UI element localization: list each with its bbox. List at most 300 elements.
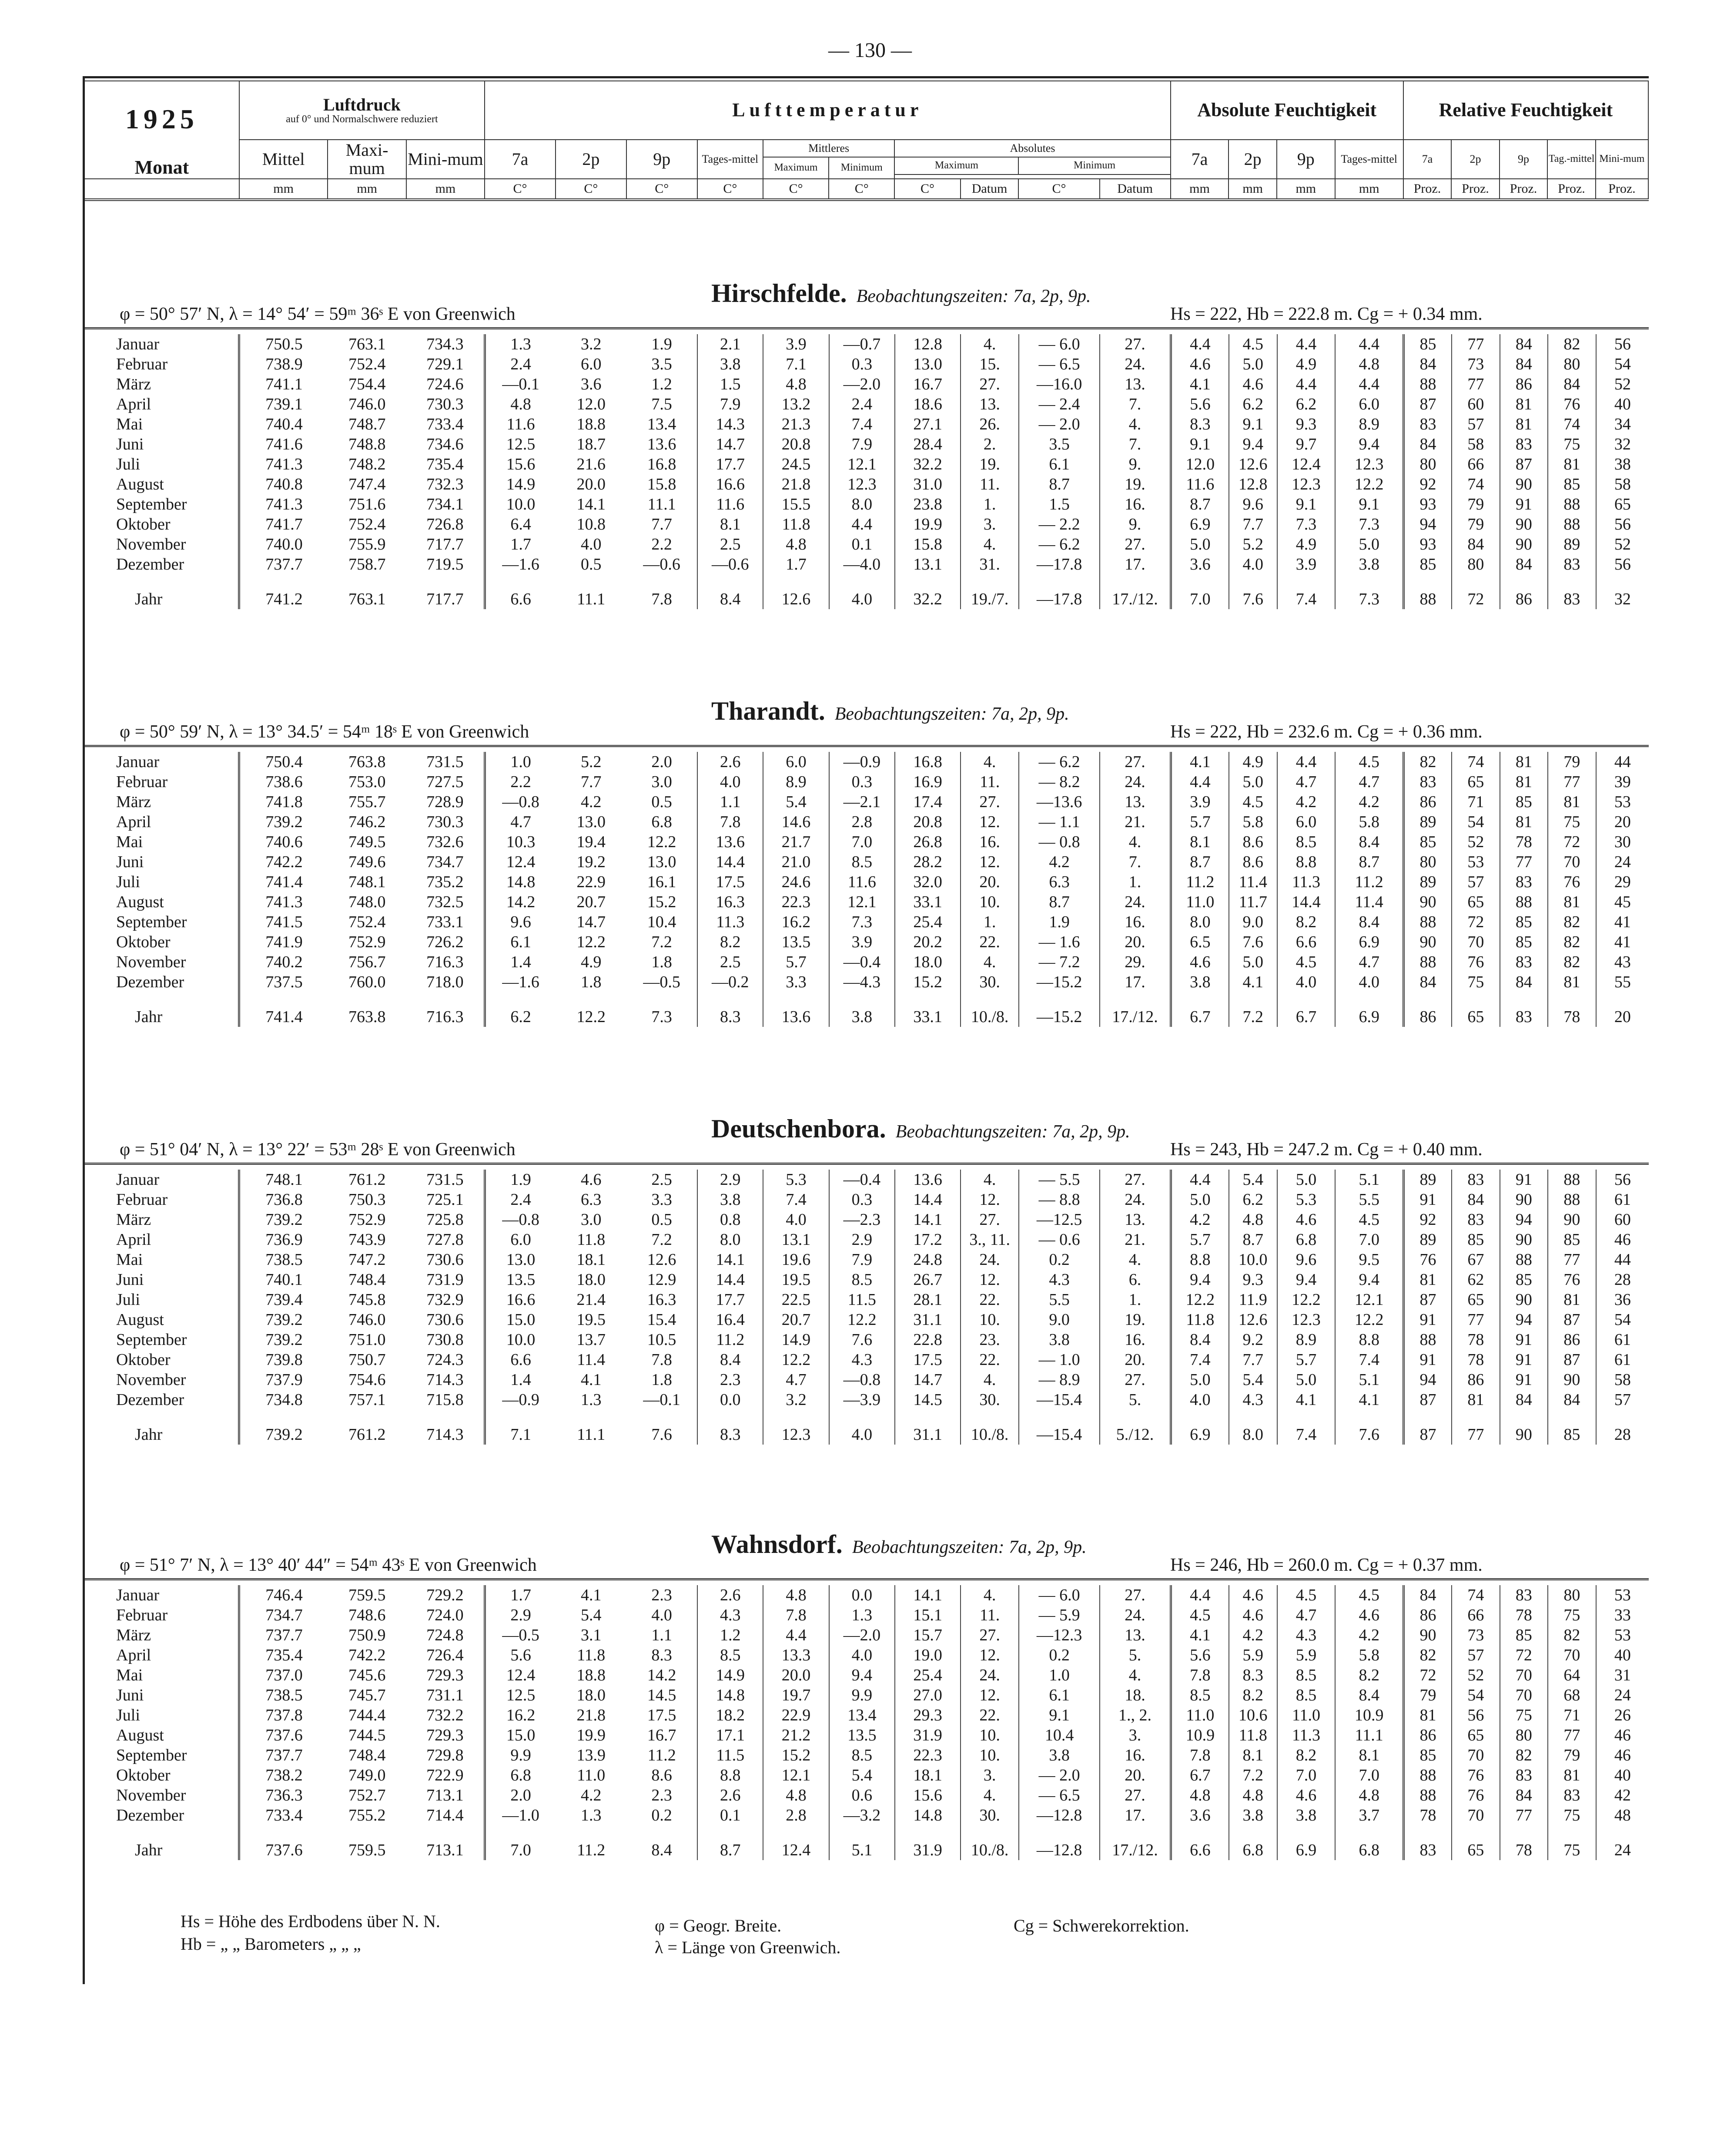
- data-cell: —0.1: [643, 1391, 680, 1409]
- data-cell: 10.3: [485, 832, 556, 852]
- data-cell: 90: [1548, 1370, 1596, 1390]
- table-row: [85, 1685, 1649, 1705]
- data-cell: 81: [1500, 752, 1548, 772]
- data-cell: 734.6: [426, 435, 464, 453]
- data-cell: 84: [1452, 1190, 1500, 1210]
- station-heights: Hs = 222, Hb = 222.8 m. Cg = + 0.34 mm.: [1170, 304, 1483, 324]
- data-cell: 0.1: [697, 1805, 763, 1825]
- data-cell: 9.1: [1335, 494, 1403, 514]
- data-cell: 24: [1596, 852, 1649, 872]
- data-cell: 4.7: [1335, 772, 1403, 792]
- data-cell: 0.8: [697, 1210, 763, 1230]
- data-cell: —1.6: [485, 554, 556, 574]
- data-cell: 60: [1452, 394, 1500, 414]
- table-row: [85, 752, 1649, 772]
- data-cell: 4.8: [1335, 354, 1403, 374]
- data-cell: 30.: [961, 972, 1019, 992]
- data-cell: 75: [1452, 972, 1500, 992]
- data-cell: 3.8: [1019, 1745, 1100, 1765]
- luftdruck-subheading: auf 0° und Normalschwere reduziert: [286, 113, 438, 125]
- data-cell: 29: [1596, 872, 1649, 892]
- data-cell: 75: [1548, 434, 1596, 454]
- data-cell: 0.6: [829, 1785, 895, 1805]
- observation-times: Beobachtungszeiten: 7a, 2p, 9p.: [895, 1122, 1130, 1142]
- data-cell: 17./12.: [1100, 1007, 1171, 1027]
- data-cell: —0.7: [829, 334, 895, 354]
- data-cell: 745.8: [348, 1291, 386, 1309]
- unit: mm: [239, 179, 328, 200]
- table-row: [85, 932, 1649, 952]
- data-cell: 735.4: [426, 455, 464, 473]
- data-cell: 75: [1500, 1705, 1548, 1725]
- data-cell: 737.6: [239, 1725, 328, 1745]
- data-cell: 13.0: [895, 354, 961, 374]
- data-cell: 14.9: [763, 1330, 829, 1350]
- data-cell: 17.2: [895, 1230, 961, 1250]
- data-cell: 6.4: [485, 514, 556, 534]
- data-cell: — 1.1: [1019, 812, 1100, 832]
- data-cell: 27.: [961, 1625, 1019, 1645]
- data-cell: 81: [1404, 1270, 1452, 1290]
- data-cell: 6.5: [1171, 932, 1229, 952]
- data-cell: 2.3: [697, 1370, 763, 1390]
- data-cell: 6.9: [1171, 514, 1229, 534]
- month-label: Juni: [116, 435, 144, 453]
- data-cell: 0.2: [651, 1806, 672, 1824]
- data-cell: 25.4: [895, 1665, 961, 1685]
- data-cell: 17.5: [647, 1706, 676, 1724]
- data-cell: 27.: [1100, 534, 1171, 554]
- data-cell: 4.7: [485, 812, 556, 832]
- data-cell: —0.1: [485, 374, 556, 394]
- month-label: Juni: [116, 853, 144, 871]
- data-cell: 28: [1596, 1270, 1649, 1290]
- data-cell: 4.4: [1277, 334, 1336, 354]
- data-cell: 15.1: [895, 1605, 961, 1625]
- data-cell: 9.0: [1019, 1310, 1100, 1330]
- data-cell: 18.8: [576, 415, 606, 433]
- data-cell: 31.1: [895, 1310, 961, 1330]
- data-cell: 732.6: [426, 833, 464, 851]
- data-cell: 12.4: [1277, 454, 1336, 474]
- data-cell: 3.: [1100, 1725, 1171, 1745]
- data-cell: 39: [1596, 772, 1649, 792]
- station-name: [711, 1529, 1087, 1559]
- data-cell: 4.6: [580, 1170, 602, 1189]
- data-cell: 11.0: [1171, 892, 1229, 912]
- station-title: Deutschenbora.: [711, 1114, 886, 1143]
- data-cell: 760.0: [348, 973, 386, 991]
- data-cell: 46: [1596, 1230, 1649, 1250]
- data-cell: 80: [1404, 852, 1452, 872]
- data-cell: 81: [1548, 972, 1596, 992]
- data-cell: 56: [1452, 1705, 1500, 1725]
- data-cell: 4.2: [1277, 792, 1336, 812]
- data-cell: 14.4: [697, 1270, 763, 1290]
- data-cell: 24.: [961, 1665, 1019, 1685]
- station-name: [711, 696, 1069, 726]
- lufttemperatur-heading: Lufttemperatur: [485, 81, 1171, 140]
- data-cell: 72: [1548, 832, 1596, 852]
- data-cell: 65: [1452, 772, 1500, 792]
- data-cell: 0.3: [829, 354, 895, 374]
- data-cell: 1.7: [485, 534, 556, 554]
- data-cell: 748.1: [239, 1170, 328, 1190]
- data-cell: 6.1: [485, 932, 556, 952]
- data-cell: 1.3: [485, 334, 556, 354]
- month-label: Februar: [116, 773, 168, 791]
- data-cell: 8.3: [651, 1646, 672, 1664]
- data-cell: 8.4: [651, 1841, 672, 1859]
- section-rule: [85, 745, 1649, 747]
- data-cell: 13.3: [763, 1645, 829, 1665]
- data-cell: 2.: [961, 434, 1019, 454]
- data-cell: 8.5: [1277, 1665, 1336, 1685]
- data-cell: 746.2: [348, 813, 386, 831]
- data-cell: 70: [1452, 1745, 1500, 1765]
- data-cell: 19./7.: [961, 589, 1019, 609]
- data-cell: 57: [1452, 414, 1500, 434]
- data-cell: 5.1: [829, 1840, 895, 1860]
- data-cell: 85: [1548, 1230, 1596, 1250]
- data-cell: 11.4: [1229, 872, 1277, 892]
- data-cell: 5.3: [1277, 1190, 1336, 1210]
- data-cell: 7.2: [651, 933, 672, 951]
- data-cell: 83: [1452, 1170, 1500, 1190]
- data-cell: 77: [1548, 772, 1596, 792]
- data-cell: 89: [1404, 812, 1452, 832]
- legend-phi: φ = Geogr. Breite.: [655, 1916, 782, 1935]
- data-cell: 716.3: [426, 953, 464, 971]
- data-cell: 14.6: [763, 812, 829, 832]
- data-cell: 19.4: [576, 833, 606, 851]
- data-cell: 11.: [961, 1605, 1019, 1625]
- data-cell: 11.2: [697, 1330, 763, 1350]
- data-cell: 87: [1404, 1290, 1452, 1310]
- data-cell: 2.2: [485, 772, 556, 792]
- data-cell: 731.9: [426, 1271, 464, 1289]
- data-cell: 56: [1596, 334, 1649, 354]
- data-cell: 733.4: [426, 415, 464, 433]
- data-cell: —0.9: [829, 752, 895, 772]
- data-cell: 18.1: [576, 1251, 606, 1269]
- data-cell: 11.1: [577, 1425, 606, 1444]
- month-label: April: [116, 813, 151, 831]
- data-cell: 755.9: [348, 535, 386, 553]
- data-cell: 8.0: [697, 1230, 763, 1250]
- data-cell: 58: [1596, 1370, 1649, 1390]
- data-cell: 9.7: [1277, 434, 1336, 454]
- data-cell: 21.: [1100, 812, 1171, 832]
- data-cell: 88: [1404, 912, 1452, 932]
- data-cell: 20: [1596, 812, 1649, 832]
- data-cell: 739.1: [239, 394, 328, 414]
- data-cell: 2.6: [697, 752, 763, 772]
- data-cell: 12.6: [1229, 1310, 1277, 1330]
- col-mittleres-minimum: Minimum: [829, 157, 894, 179]
- data-cell: 7.7: [1229, 1350, 1277, 1370]
- data-cell: 88: [1548, 494, 1596, 514]
- month-label: August: [116, 893, 164, 911]
- data-cell: 29.: [1100, 952, 1171, 972]
- data-cell: 81: [1500, 772, 1548, 792]
- data-cell: 748.8: [348, 435, 386, 453]
- data-cell: 749.0: [348, 1766, 386, 1784]
- data-cell: 6.1: [1019, 454, 1100, 474]
- month-label: Februar: [116, 1190, 168, 1209]
- data-cell: 16.: [1100, 912, 1171, 932]
- data-cell: 14.5: [647, 1686, 676, 1704]
- data-cell: 1.8: [651, 1371, 672, 1389]
- data-cell: —1.0: [485, 1805, 556, 1825]
- data-cell: 2.4: [485, 1190, 556, 1210]
- data-cell: 4.3: [697, 1605, 763, 1625]
- data-cell: 748.6: [348, 1606, 386, 1624]
- month-label: Februar: [116, 1606, 168, 1624]
- data-cell: 36: [1596, 1290, 1649, 1310]
- data-cell: 22.5: [763, 1290, 829, 1310]
- data-cell: 70: [1452, 1805, 1500, 1825]
- data-cell: 6.9: [1335, 932, 1403, 952]
- data-cell: 13.4: [647, 415, 676, 433]
- data-cell: 6.8: [1335, 1840, 1403, 1860]
- data-cell: 2.5: [697, 952, 763, 972]
- table-row: [85, 912, 1649, 932]
- data-cell: 16.: [961, 832, 1019, 852]
- data-cell: 7.6: [1229, 589, 1277, 609]
- data-cell: 741.3: [239, 454, 328, 474]
- data-cell: — 5.9: [1019, 1605, 1100, 1625]
- data-cell: 41: [1596, 932, 1649, 952]
- data-cell: 9.4: [829, 1665, 895, 1685]
- data-cell: 748.2: [348, 455, 386, 473]
- data-cell: 20: [1596, 1007, 1649, 1027]
- station-name: [711, 278, 1091, 308]
- data-cell: 6.6: [485, 1350, 556, 1370]
- data-cell: 82: [1548, 932, 1596, 952]
- data-cell: 7.8: [763, 1605, 829, 1625]
- table-row: [85, 514, 1649, 534]
- data-cell: 13.4: [829, 1705, 895, 1725]
- data-cell: 725.8: [426, 1210, 464, 1229]
- data-cell: 33.1: [895, 892, 961, 912]
- data-cell: 6.0: [580, 355, 602, 373]
- data-cell: 12.3: [1277, 1310, 1336, 1330]
- data-cell: 27.0: [895, 1685, 961, 1705]
- data-cell: 28.1: [895, 1290, 961, 1310]
- data-cell: 25.4: [895, 912, 961, 932]
- data-cell: 8.7: [697, 1840, 763, 1860]
- data-cell: 732.9: [426, 1291, 464, 1309]
- data-cell: 20.8: [763, 434, 829, 454]
- data-cell: 5.5: [1019, 1290, 1100, 1310]
- data-cell: 4.4: [1171, 334, 1229, 354]
- data-cell: 77: [1500, 1805, 1548, 1825]
- table-row: [85, 1290, 1649, 1310]
- data-cell: 52: [1452, 1665, 1500, 1685]
- data-cell: 31.9: [895, 1840, 961, 1860]
- data-cell: —0.8: [485, 792, 556, 812]
- data-cell: 740.2: [239, 952, 328, 972]
- data-cell: 3.9: [763, 334, 829, 354]
- data-cell: —1.6: [485, 972, 556, 992]
- data-cell: 24.: [961, 1250, 1019, 1270]
- data-cell: 19.5: [576, 1311, 606, 1329]
- data-cell: 1.9: [485, 1170, 556, 1190]
- month-label: Jahr: [135, 1008, 163, 1026]
- data-cell: 17.5: [895, 1350, 961, 1370]
- col-tagesmittel: Tages-mittel: [697, 140, 763, 179]
- table-row: [85, 1705, 1649, 1725]
- data-cell: 12.5: [485, 1685, 556, 1705]
- data-cell: 727.8: [426, 1231, 464, 1249]
- table-row: [85, 1785, 1649, 1805]
- data-cell: 14.4: [1277, 892, 1336, 912]
- month-label: Juli: [116, 873, 140, 891]
- data-cell: 1.5: [1019, 494, 1100, 514]
- data-cell: 21.3: [763, 414, 829, 434]
- data-cell: 11.2: [647, 1746, 676, 1764]
- data-cell: 729.3: [426, 1666, 464, 1684]
- data-cell: 16.: [1100, 1330, 1171, 1350]
- data-cell: 763.1: [348, 590, 386, 608]
- data-cell: 8.2: [697, 932, 763, 952]
- data-cell: —2.0: [829, 374, 895, 394]
- data-cell: 23.8: [895, 494, 961, 514]
- data-cell: 30.: [961, 1805, 1019, 1825]
- data-cell: 4.5: [1335, 752, 1403, 772]
- month-label: August: [116, 1311, 164, 1329]
- data-cell: 10./8.: [961, 1840, 1019, 1860]
- data-cell: 12.2: [1335, 1310, 1403, 1330]
- data-cell: 7.4: [1171, 1350, 1229, 1370]
- data-cell: 730.3: [426, 395, 464, 413]
- data-cell: 6.9: [1335, 1007, 1403, 1027]
- data-cell: 9.6: [485, 912, 556, 932]
- data-cell: 4.1: [1277, 1390, 1336, 1410]
- data-cell: 13.5: [829, 1725, 895, 1745]
- data-cell: 3.: [961, 1765, 1019, 1785]
- data-cell: 12.2: [1171, 1290, 1229, 1310]
- data-cell: 5.7: [1277, 1350, 1336, 1370]
- data-cell: 5.0: [1171, 534, 1229, 554]
- month-label: November: [116, 1786, 186, 1804]
- data-cell: 727.5: [426, 773, 464, 791]
- data-cell: 734.1: [426, 495, 464, 513]
- data-cell: 5.7: [1171, 812, 1229, 832]
- unit: mm: [1335, 179, 1403, 200]
- data-cell: 10.: [961, 1725, 1019, 1745]
- data-cell: 84: [1500, 554, 1548, 574]
- data-cell: 81: [1548, 1765, 1596, 1785]
- data-cell: 17./12.: [1100, 589, 1171, 609]
- data-cell: 12.6: [647, 1251, 676, 1269]
- data-cell: 6.0: [1277, 812, 1336, 832]
- data-cell: 20.8: [895, 812, 961, 832]
- data-cell: 4.7: [1335, 952, 1403, 972]
- data-cell: 3.8: [697, 1190, 763, 1210]
- data-cell: 15.5: [763, 494, 829, 514]
- data-cell: 92: [1404, 1210, 1452, 1230]
- data-cell: 7.3: [1335, 589, 1403, 609]
- month-label: Februar: [116, 355, 168, 373]
- data-cell: 27.: [1100, 1785, 1171, 1805]
- data-cell: 1.: [1100, 1290, 1171, 1310]
- data-cell: 1.7: [763, 554, 829, 574]
- data-cell: 40: [1596, 1645, 1649, 1665]
- data-cell: 8.8: [1277, 852, 1336, 872]
- data-cell: 91: [1404, 1310, 1452, 1330]
- data-cell: 21.7: [763, 832, 829, 852]
- data-cell: —17.8: [1019, 554, 1100, 574]
- data-cell: 61: [1596, 1330, 1649, 1350]
- top-rule: [83, 76, 1649, 78]
- data-cell: 0.5: [580, 555, 602, 573]
- unit: Proz.: [1596, 179, 1648, 200]
- data-cell: 85: [1404, 554, 1452, 574]
- unit: C°: [556, 179, 626, 200]
- data-cell: 83: [1404, 414, 1452, 434]
- data-cell: 6.8: [1229, 1840, 1277, 1860]
- data-cell: 744.4: [348, 1706, 386, 1724]
- data-cell: — 8.8: [1019, 1190, 1100, 1210]
- table-row: [85, 772, 1649, 792]
- data-cell: 2.0: [485, 1785, 556, 1805]
- data-cell: 3.: [961, 514, 1019, 534]
- data-cell: 741.7: [239, 514, 328, 534]
- month-label: Dezember: [116, 1806, 184, 1824]
- data-cell: 21.8: [576, 1706, 606, 1724]
- data-cell: 84: [1500, 1390, 1548, 1410]
- month-label: November: [116, 1371, 186, 1389]
- data-cell: 55: [1596, 972, 1649, 992]
- data-cell: 726.8: [426, 515, 464, 533]
- data-cell: 7.9: [829, 1250, 895, 1270]
- data-cell: 67: [1452, 1250, 1500, 1270]
- table-row: [85, 1370, 1649, 1390]
- data-cell: 2.8: [763, 1805, 829, 1825]
- data-cell: 56: [1596, 554, 1649, 574]
- unit: C°: [626, 179, 697, 200]
- data-cell: 10.4: [647, 913, 676, 931]
- data-cell: 11.9: [1229, 1290, 1277, 1310]
- unit: C°: [894, 179, 960, 200]
- month-label: Januar: [116, 1170, 160, 1189]
- data-cell: 753.0: [348, 773, 386, 791]
- data-cell: 86: [1404, 1725, 1452, 1745]
- data-cell: 15.4: [647, 1311, 676, 1329]
- data-cell: 24.: [1100, 1605, 1171, 1625]
- unit: Datum: [961, 179, 1019, 200]
- data-cell: 6.2: [1277, 394, 1336, 414]
- data-cell: 763.8: [348, 1008, 386, 1026]
- data-cell: 90: [1500, 474, 1548, 494]
- data-cell: 7.9: [829, 434, 895, 454]
- data-cell: 7.7: [1229, 514, 1277, 534]
- data-cell: 713.1: [426, 1786, 464, 1804]
- data-cell: 11.6: [697, 494, 763, 514]
- data-cell: 7.3: [1335, 514, 1403, 534]
- data-cell: 70: [1548, 1645, 1596, 1665]
- data-cell: 737.5: [239, 972, 328, 992]
- data-cell: 20.0: [763, 1665, 829, 1685]
- data-cell: 7.: [1100, 434, 1171, 454]
- data-cell: 7.8: [1171, 1745, 1229, 1765]
- data-cell: 20.2: [895, 932, 961, 952]
- data-cell: 3.3: [763, 972, 829, 992]
- data-cell: 17.7: [697, 454, 763, 474]
- data-cell: —12.8: [1019, 1840, 1100, 1860]
